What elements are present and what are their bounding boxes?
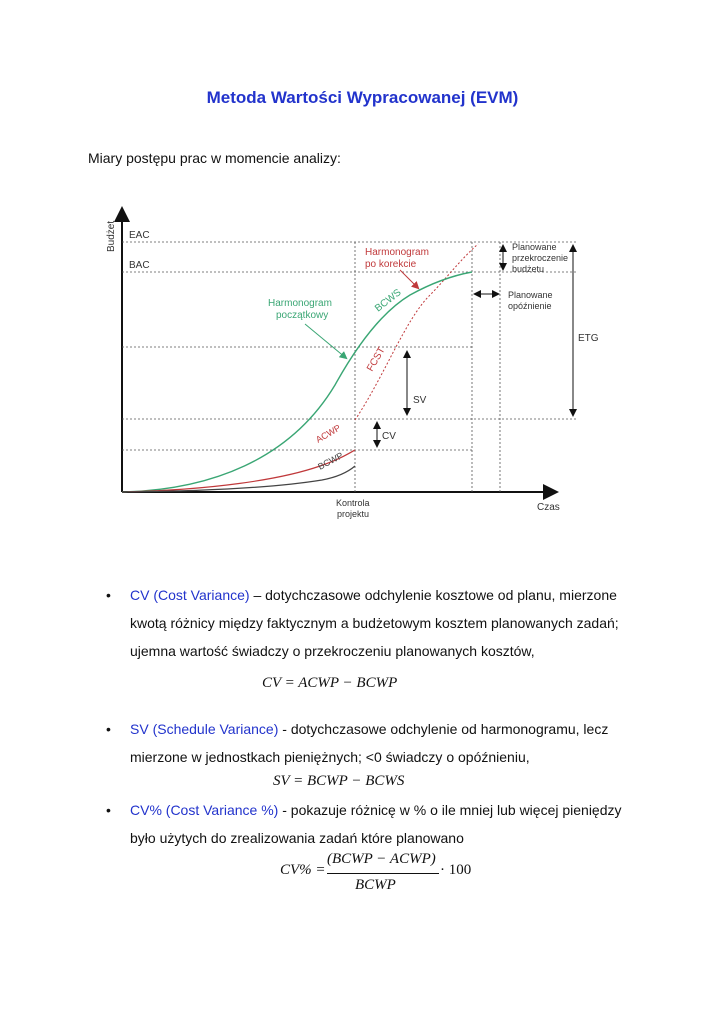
bullet-dot: • — [106, 802, 111, 818]
y-axis-label: Budżet — [106, 220, 117, 252]
etg-label: ETG — [578, 333, 599, 344]
bullet-dot: • — [106, 587, 111, 603]
formula-cvpct-tail: · 100 — [440, 862, 472, 878]
cv-label: CV — [382, 431, 396, 442]
harmonogram-korekcie-line2: po korekcie — [365, 259, 417, 270]
bullet-cvpct-term: CV% (Cost Variance %) — [130, 802, 279, 818]
formula-cvpct-lhs: CV% = — [280, 862, 326, 878]
bac-label: BAC — [129, 260, 150, 271]
bcwp-label: BCWP — [316, 450, 345, 472]
formula-cvpct-denominator: BCWP — [355, 877, 396, 893]
delay-line1: Planowane — [508, 290, 553, 300]
bullet-sv-desc: - dotychczasowe odchylenie od harmonogramu, lecz mierzone w jednostkach pieniężnych; <0 świadczy o opóźnieniu, — [130, 721, 609, 765]
fcst-curve — [355, 244, 478, 420]
acwp-label: ACWP — [314, 422, 343, 445]
intro-text: Miary postępu prac w momencie analizy: — [88, 150, 341, 166]
bcws-label: BCWS — [373, 287, 404, 315]
bullet-cv-term: CV (Cost Variance) — [130, 587, 250, 603]
sv-label: SV — [413, 395, 427, 406]
formula-cv: CV = ACWP − BCWP — [262, 675, 398, 691]
bullet-cvpct-desc: - pokazuje różnicę w % o ile mniej lub więcej pieniędzy było użytych do zrealizowania zadań które planowano — [130, 802, 622, 846]
formula-cvpct-bar — [327, 873, 439, 874]
bullet-cvpct-text — [130, 796, 650, 852]
harmonogram-poczatkowy-line1: Harmonogram — [268, 298, 332, 309]
fcst-label: FCST — [365, 345, 388, 374]
formula-cvpct-fraction — [327, 851, 442, 901]
page-title: Metoda Wartości Wypracowanej (EVM) — [206, 88, 519, 107]
bullet-sv-term: SV (Schedule Variance) — [130, 721, 279, 737]
overrun-line1: Planowane — [512, 242, 557, 252]
eac-label: EAC — [129, 230, 150, 241]
evm-diagram — [100, 200, 600, 530]
bullet-dot: • — [106, 721, 111, 737]
x-axis-label: Czas — [537, 502, 560, 513]
harmonogram-poczatkowy-line2: początkowy — [276, 310, 329, 321]
formula-sv: SV = BCWP − BCWS — [273, 773, 405, 789]
bullet-sv-text — [130, 715, 650, 771]
bullet-cv-text — [130, 581, 650, 665]
bullet-cv-desc: – dotychczasowe odchylenie kosztowe od planu, mierzone kwotą różnicy między faktycznym a budżetowym kosztem planowanych zadań; ujemna wartość świadczy o przekroczeniu planowanych kosztów, — [130, 587, 619, 659]
kontrola-line2: projektu — [337, 509, 370, 519]
formula-cvpct-numerator: (BCWP − ACWP) — [327, 851, 436, 867]
overrun-line3: budżetu — [512, 264, 545, 274]
harmonogram-korekcie-line1: Harmonogram — [365, 247, 429, 258]
kontrola-line1: Kontrola — [336, 498, 370, 508]
korekcie-arrow — [400, 270, 418, 288]
evm-diagram-svg — [100, 200, 600, 530]
delay-line2: opóźnienie — [508, 301, 552, 311]
poczatkowy-arrow — [305, 324, 346, 358]
overrun-line2: przekroczenie — [512, 253, 569, 263]
